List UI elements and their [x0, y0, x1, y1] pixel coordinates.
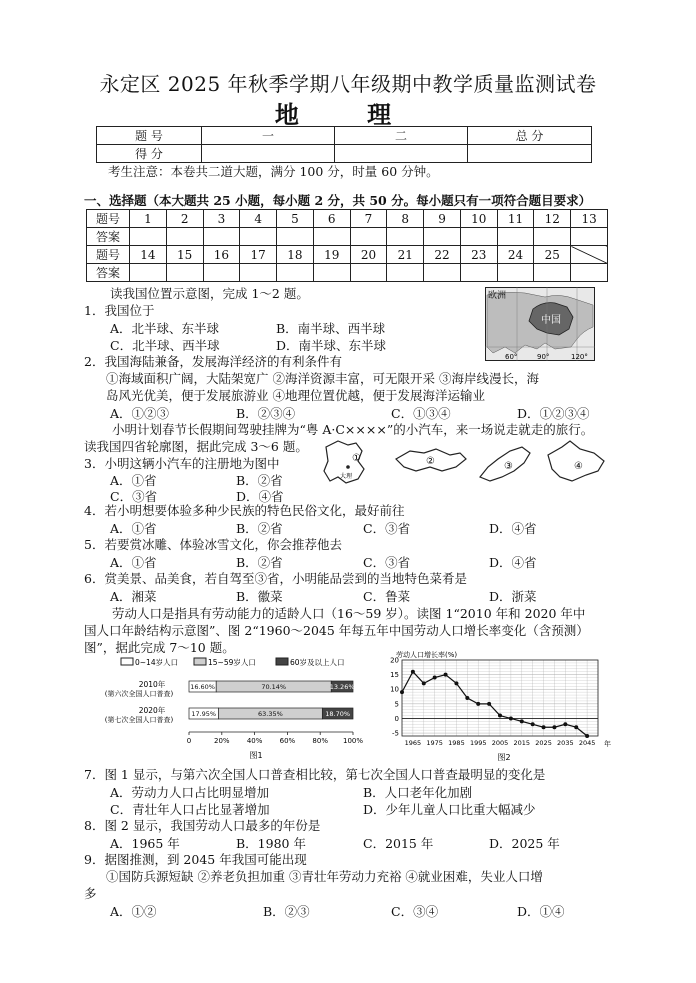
- option-c[interactable]: C．2015 年: [363, 836, 434, 851]
- reading-intro: 读我国位置示意图，完成 1～2 题。: [110, 286, 309, 301]
- reading-intro: 小明计划春节长假期间驾驶挂牌为“粤 A·C××××”的小汽车，来一场说走就走的旅行。: [112, 422, 594, 437]
- answer-cell[interactable]: [571, 228, 608, 246]
- question-stem: 4．若小明想要体验多种少民族的特色民俗文化，最好前往: [84, 503, 405, 518]
- option-b[interactable]: B．②③: [263, 904, 310, 919]
- grid-group: [390, 657, 598, 748]
- answer-cell[interactable]: [203, 228, 240, 246]
- score-cell: 二: [335, 127, 468, 145]
- option-d[interactable]: D．少年儿童人口比重大幅减少: [363, 802, 536, 817]
- answer-qnum: 3: [203, 210, 240, 228]
- answer-label: 答案: [87, 264, 130, 282]
- score-cell[interactable]: [335, 145, 468, 163]
- y-tick-label: 5: [394, 700, 399, 709]
- notice: 考生注意：本卷共二道大题，满分 100 分，时量 60 分钟。: [108, 164, 439, 179]
- score-table: [96, 126, 592, 163]
- answer-qnum: 24: [497, 246, 534, 264]
- figure-caption: 图1: [249, 751, 263, 760]
- question-stem: 6．赏美景、品美食，若自驾至③省，小明能品尝到的当地特色菜肴是: [84, 571, 467, 586]
- answer-cell[interactable]: [166, 228, 203, 246]
- map-lon-label: 60°: [505, 353, 518, 361]
- data-point: [542, 725, 546, 729]
- answer-qnum: 14: [130, 246, 167, 264]
- data-point: [476, 702, 480, 706]
- x-tick-label: 1975: [426, 739, 443, 747]
- x-tick-label: 0: [186, 737, 192, 745]
- answer-cell[interactable]: [424, 228, 461, 246]
- data-point: [400, 690, 404, 694]
- answer-cell[interactable]: [497, 264, 534, 282]
- map-lon-label: 120°: [571, 353, 588, 361]
- option-a[interactable]: A．北半球、东半球: [110, 321, 220, 336]
- option-d[interactable]: D．④省: [489, 555, 537, 570]
- y-tick-label: 0: [394, 714, 399, 723]
- answer-cell[interactable]: [350, 228, 387, 246]
- answer-cell[interactable]: [240, 264, 277, 282]
- x-tick-label: 2005: [491, 739, 509, 747]
- question-stem: 9．据图推测，到 2045 年我国可能出现: [84, 852, 307, 867]
- answer-cell[interactable]: [313, 228, 350, 246]
- question-stem: 7．图 1 显示，与第六次全国人口普查相比较，第七次全国人口普查最明显的变化是: [84, 767, 546, 782]
- answer-qnum: 6: [313, 210, 350, 228]
- option-b[interactable]: B．②③④: [236, 406, 296, 421]
- score-cell: 一: [202, 127, 335, 145]
- data-point: [585, 734, 589, 738]
- answer-cell[interactable]: [460, 228, 497, 246]
- province-outlines: [318, 437, 608, 489]
- city-label: 大理: [340, 473, 353, 480]
- exam-title: 永定区 2025 年秋季学期八年级期中教学质量监测试卷: [99, 72, 597, 96]
- score-cell: 题 号: [97, 127, 202, 145]
- subject-title: 地 理: [274, 100, 422, 129]
- answer-qnum: 10: [460, 210, 497, 228]
- data-point: [531, 722, 535, 726]
- answer-cell[interactable]: [387, 228, 424, 246]
- answer-qnum: 12: [534, 210, 571, 228]
- data-point: [454, 681, 458, 685]
- answer-qnum: 25: [534, 246, 571, 264]
- question-text: 多: [84, 886, 97, 901]
- x-tick-label: 2045: [578, 739, 596, 747]
- answer-qnum: 8: [387, 210, 424, 228]
- answer-qnum: 22: [424, 246, 461, 264]
- legend-swatch: [194, 658, 206, 665]
- answer-qnum: 13: [571, 210, 608, 228]
- question-text: ①国防兵源短缺 ②养老负担加重 ③青壮年劳动力充裕 ④就业困难，失业人口增: [106, 869, 543, 884]
- answer-table: [86, 209, 608, 282]
- option-b[interactable]: B．②省: [236, 521, 283, 536]
- answer-qnum: 21: [387, 246, 424, 264]
- x-tick-label: 1965: [404, 739, 422, 747]
- bar-value-label: 63.35%: [257, 710, 283, 718]
- row-label: (第七次全国人口普查): [104, 716, 174, 724]
- data-point: [411, 670, 415, 674]
- bar-value-label: 13.26%: [329, 683, 355, 691]
- score-cell[interactable]: [468, 145, 592, 163]
- option-a[interactable]: A．1965 年: [110, 836, 180, 851]
- option-a[interactable]: A．①省: [110, 521, 157, 536]
- option-d[interactable]: D．浙菜: [489, 589, 537, 604]
- answer-cell[interactable]: [424, 264, 461, 282]
- y-tick-label: 15: [390, 671, 399, 680]
- data-point: [520, 719, 524, 723]
- data-point: [487, 702, 491, 706]
- option-a[interactable]: A．湘菜: [110, 589, 157, 604]
- data-point: [465, 696, 469, 700]
- option-c[interactable]: C．③省: [363, 555, 411, 570]
- option-d[interactable]: D．①②③④: [517, 406, 590, 421]
- option-b[interactable]: B．②省: [236, 473, 283, 488]
- score-cell: 得 分: [97, 145, 202, 163]
- option-a[interactable]: A．①②③: [110, 406, 170, 421]
- question-text: 岛风光优美，便于发展旅游业 ④地理位置优越，便于发展海洋运输业: [106, 388, 485, 403]
- data-point: [552, 725, 556, 729]
- map-label-china: 中国: [541, 315, 561, 326]
- option-b[interactable]: B．人口老年化加剧: [363, 785, 473, 800]
- answer-label: 题号: [87, 246, 130, 264]
- x-tick-label: 1985: [448, 739, 465, 747]
- row-label: (第六次全国人口普查): [104, 690, 174, 698]
- figure-2-labor-growth: [372, 650, 612, 762]
- option-d[interactable]: D．④省: [236, 489, 284, 504]
- city-dot: [346, 465, 350, 469]
- y-axis-label: 劳动人口增长率(%): [396, 651, 458, 659]
- x-tick-label: 20%: [214, 737, 230, 745]
- data-point: [444, 673, 448, 677]
- question-stem: 1．我国位于: [84, 303, 155, 318]
- answer-blank-cell: [571, 246, 608, 264]
- option-c[interactable]: C．③④: [391, 904, 439, 919]
- figure-caption: 图2: [497, 753, 511, 762]
- data-point: [422, 681, 426, 685]
- option-a[interactable]: A．①省: [110, 473, 157, 488]
- map-lon-label: 90°: [537, 353, 550, 361]
- answer-qnum: 5: [277, 210, 314, 228]
- answer-cell[interactable]: [130, 264, 167, 282]
- answer-cell[interactable]: [350, 264, 387, 282]
- option-b[interactable]: B．1980 年: [236, 836, 306, 851]
- answer-label: 答案: [87, 228, 130, 246]
- option-d[interactable]: D．①④: [517, 904, 565, 919]
- x-tick-label: 80%: [312, 737, 328, 745]
- x-tick-label: 2035: [557, 739, 574, 747]
- tick-group: [187, 732, 364, 745]
- province-label: ③: [504, 461, 513, 472]
- option-a[interactable]: A．①省: [110, 555, 157, 570]
- y-tick-label: -5: [392, 729, 399, 738]
- province-label: ①: [352, 453, 361, 464]
- x-tick-label: 2015: [513, 739, 531, 747]
- question-stem: 5．若要赏冰雕、体验冰雪文化，你会推荐他去: [84, 537, 342, 552]
- option-a[interactable]: A．劳动力人口占比明显增加: [110, 785, 270, 800]
- legend-label: 15~59岁人口: [208, 658, 256, 667]
- china-location-map: [485, 287, 595, 361]
- section-heading: 一、选择题（本大题共 25 小题，每小题 2 分，共 50 分。每小题只有一项符合题目要求）: [84, 193, 592, 208]
- answer-cell[interactable]: [534, 228, 571, 246]
- answer-qnum: 23: [460, 246, 497, 264]
- option-d[interactable]: D．南半球、东半球: [276, 338, 387, 353]
- x-tick-label: 100%: [342, 737, 364, 745]
- option-b[interactable]: B．徽菜: [236, 589, 283, 604]
- answer-cell[interactable]: [387, 264, 424, 282]
- answer-qnum: 11: [497, 210, 534, 228]
- option-c[interactable]: C．①③④: [391, 406, 451, 421]
- x-axis-unit: 年: [604, 740, 611, 748]
- data-point: [433, 676, 437, 680]
- answer-label: 题号: [87, 210, 130, 228]
- answer-cell[interactable]: [130, 228, 167, 246]
- bar-value-label: 16.60%: [190, 683, 216, 691]
- answer-qnum: 16: [203, 246, 240, 264]
- option-d[interactable]: D．2025 年: [489, 836, 560, 851]
- score-cell: 总 分: [468, 127, 592, 145]
- score-cell[interactable]: [202, 145, 335, 163]
- question-stem: 3．小明这辆小汽车的注册地为图中: [84, 456, 280, 471]
- data-point: [498, 714, 502, 718]
- data-point: [509, 716, 513, 720]
- legend-swatch: [121, 658, 133, 665]
- row-label: 2010年: [138, 680, 166, 689]
- question-stem: 8．图 2 显示，我国劳动人口最多的年份是: [84, 818, 321, 833]
- question-stem: 2．我国海陆兼备，发展海洋经济的有利条件有: [84, 354, 342, 369]
- x-tick-label: 2025: [535, 739, 552, 747]
- answer-cell[interactable]: [497, 228, 534, 246]
- answer-qnum: 17: [240, 246, 277, 264]
- bars-group: [189, 681, 355, 719]
- data-point: [563, 722, 567, 726]
- answer-qnum: 15: [166, 246, 203, 264]
- answer-qnum: 1: [130, 210, 167, 228]
- option-b[interactable]: B．南半球、西半球: [276, 321, 386, 336]
- option-c[interactable]: C．青壮年人口占比显著增加: [110, 802, 270, 817]
- option-b[interactable]: B．②省: [236, 555, 283, 570]
- data-point: [574, 725, 578, 729]
- answer-cell[interactable]: [203, 264, 240, 282]
- answer-cell[interactable]: [277, 264, 314, 282]
- bar-value-label: 17.95%: [191, 710, 217, 718]
- row-label: 2020年: [138, 706, 166, 715]
- answer-qnum: 9: [424, 210, 461, 228]
- answer-cell[interactable]: [166, 264, 203, 282]
- legend-label: 60岁及以上人口: [290, 658, 345, 667]
- question-text: ①海域面积广阔，大陆架宽广 ②海洋资源丰富，可无限开采 ③海岸线漫长，海: [106, 371, 539, 386]
- option-c[interactable]: C．③省: [363, 521, 411, 536]
- answer-cell[interactable]: [571, 264, 608, 282]
- answer-cell[interactable]: [534, 264, 571, 282]
- x-tick-label: 60%: [279, 737, 296, 745]
- answer-cell[interactable]: [460, 264, 497, 282]
- option-c[interactable]: C．鲁菜: [363, 589, 411, 604]
- option-c[interactable]: C．③省: [110, 489, 158, 504]
- reading-intro: 国人口年龄结构示意图”、图 2“1960～2045 年每五年中国劳动人口增长率变化（含预测）: [84, 623, 589, 638]
- option-c[interactable]: C．北半球、西半球: [110, 338, 220, 353]
- answer-cell[interactable]: [240, 228, 277, 246]
- answer-qnum: 19: [313, 246, 350, 264]
- y-tick-label: 20: [390, 656, 399, 665]
- legend-label: 0~14岁人口: [135, 658, 179, 667]
- province-label: ④: [574, 461, 583, 472]
- x-tick-label: 40%: [246, 737, 263, 745]
- answer-qnum: 18: [277, 246, 314, 264]
- option-d[interactable]: D．④省: [489, 521, 537, 536]
- answer-qnum: 7: [350, 210, 387, 228]
- answer-qnum: 4: [240, 210, 277, 228]
- bar-value-label: 18.70%: [325, 710, 351, 718]
- answer-qnum: 2: [166, 210, 203, 228]
- reading-intro: 劳动人口是指具有劳动能力的适龄人口（16～59 岁）。读图 1“2010 年和 2020 年中: [112, 606, 586, 621]
- figure-1-age-structure: [88, 654, 370, 762]
- legend-swatch: [276, 658, 288, 665]
- reading-intro: 读我国四省轮廓图，据此完成 3～6 题。: [84, 439, 308, 454]
- answer-cell[interactable]: [277, 228, 314, 246]
- bar-value-label: 70.14%: [261, 683, 287, 691]
- x-tick-label: 1995: [469, 739, 487, 747]
- province-label: ②: [426, 456, 435, 467]
- map-label-europe: 欧洲: [488, 291, 507, 301]
- answer-cell[interactable]: [313, 264, 350, 282]
- answer-qnum: 20: [350, 246, 387, 264]
- y-tick-label: 10: [390, 685, 399, 694]
- option-a[interactable]: A．①②: [110, 904, 157, 919]
- reading-intro: 图”，据此完成 7～10 题。: [84, 640, 235, 655]
